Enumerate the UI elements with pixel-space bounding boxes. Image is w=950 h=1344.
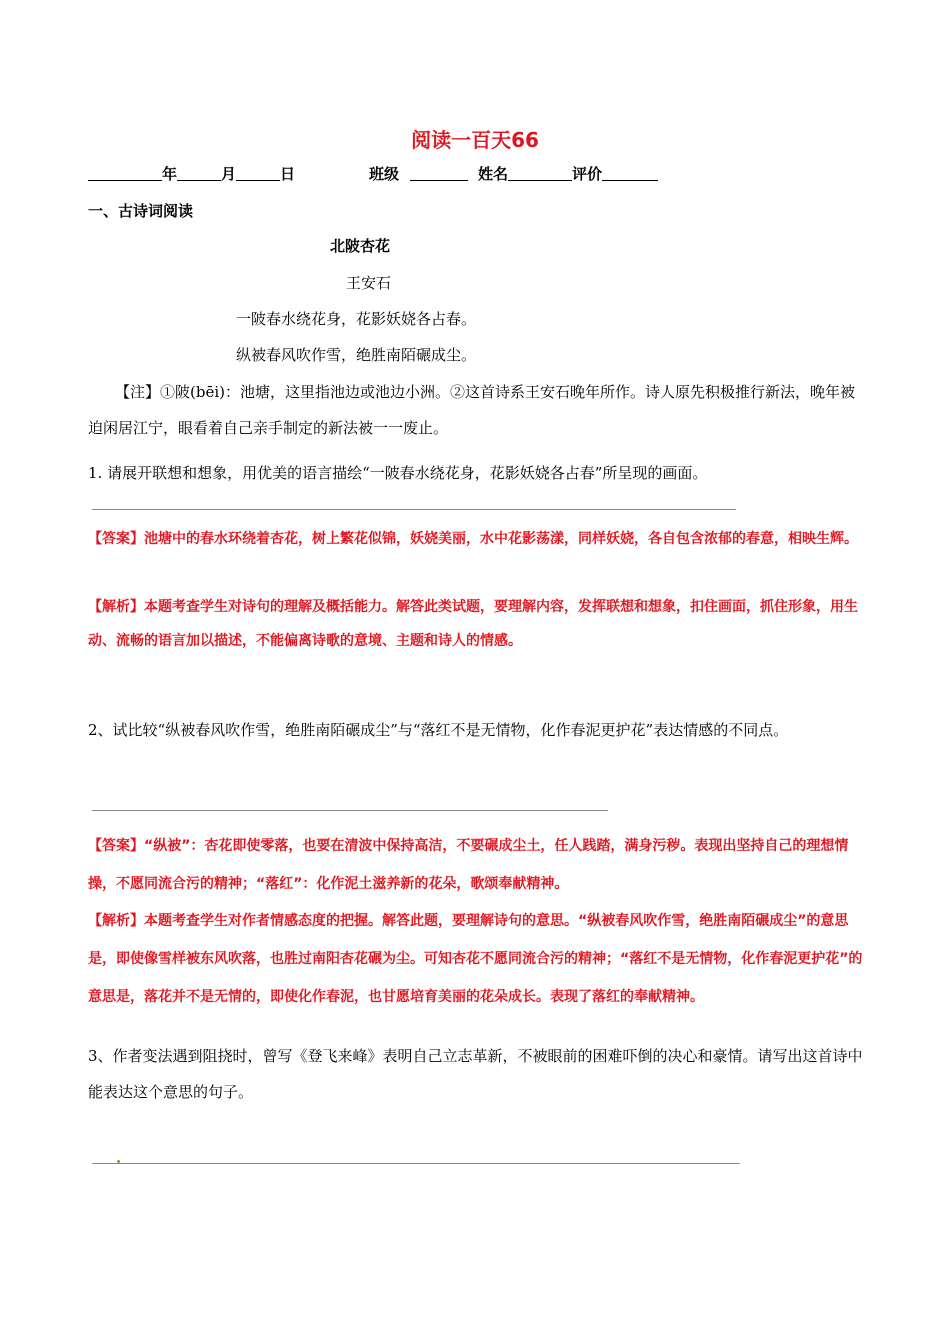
question-1: 1. 请展开联想和想象，用优美的语言描绘“一陂春水绕花身，花影妖娆各占春”所呈现的画面。 bbox=[88, 464, 708, 482]
answer-1: 【答案】池塘中的春水环绕着杏花，树上繁花似锦，妖娆美丽，水中花影荡漾，同样妖娆，各自包含浓郁的春意，相映生辉。 bbox=[88, 531, 858, 547]
answer-line-1[interactable] bbox=[92, 509, 736, 510]
section-heading: 一、古诗词阅读 bbox=[88, 202, 194, 220]
poem-note: 【注】①陂(bēi)：池塘，这里指池边或池边小洲。②这首诗系王安石晚年所作。诗人原先积极推行新法，晚年被迫闲居江宁，眼看着自己亲手制定的新法被一一废止。 bbox=[88, 383, 855, 437]
page-title: 阅读一百天66 bbox=[411, 128, 539, 152]
month-label: 月 bbox=[221, 165, 237, 183]
ink-dot bbox=[117, 1160, 120, 1163]
header-info-line bbox=[88, 163, 658, 184]
poem-title: 北陂杏花 bbox=[330, 237, 391, 255]
analysis-1: 【解析】本题考查学生对诗句的理解及概括能力。解答此类试题，要理解内容，发挥联想和想象，扣住画面，抓住形象，用生动、流畅的语言加以描述，不能偏离诗歌的意境、主题和诗人的情感。 bbox=[88, 599, 858, 649]
answer-line-3[interactable] bbox=[92, 1163, 740, 1164]
day-label: 日 bbox=[280, 165, 296, 183]
eval-label: 评价 bbox=[571, 165, 602, 183]
name-label: 姓名 bbox=[477, 165, 508, 183]
question-2: 2、试比较“纵被春风吹作雪，绝胜南陌碾成尘”与“落红不是无情物，化作春泥更护花”表达情感的不同点。 bbox=[88, 721, 789, 739]
poem-line-2: 纵被春风吹作雪，绝胜南陌碾成尘。 bbox=[236, 346, 477, 364]
class-label: 班级 bbox=[369, 165, 400, 183]
question-3: 3、作者变法遇到阻挠时，曾写《登飞来峰》表明自己立志革新，不被眼前的困难吓倒的决心和豪情。请写出这首诗中能表达这个意思的句子。 bbox=[88, 1047, 863, 1101]
class-blank[interactable] bbox=[410, 166, 468, 181]
answer-line-2[interactable] bbox=[92, 810, 608, 811]
year-label: 年 bbox=[162, 165, 178, 183]
day-blank[interactable] bbox=[236, 166, 280, 181]
poem-author: 王安石 bbox=[346, 274, 392, 292]
poem-line-1: 一陂春水绕花身，花影妖娆各占春。 bbox=[236, 310, 477, 328]
year-blank[interactable] bbox=[88, 166, 162, 181]
month-blank[interactable] bbox=[177, 166, 221, 181]
eval-blank[interactable] bbox=[602, 166, 658, 181]
answer-2: 【答案】“纵被”：杏花即使零落，也要在清波中保持高洁，不要碾成尘土，任人践踏，满身污秽。表现出坚持自己的理想情操，不愿同流合污的精神；“落红”：化作泥土滋养新的花朵，歌颂奉献精神。 bbox=[88, 838, 849, 892]
name-blank[interactable] bbox=[508, 166, 572, 181]
analysis-2: 【解析】本题考查学生对作者情感态度的把握。解答此题，要理解诗句的意思。“纵被春风吹作雪，绝胜南陌碾成尘”的意思是，即使像雪样被东风吹落，也胜过南阳杏花碾为尘。可知杏花不愿同流合污的精神；“落红不是无情物，化作春泥更护花”的意思是，落花并不是无情的，即使化作春泥，也甘愿培育美丽的花朵成长。表现了落红的奉献精神。 bbox=[88, 913, 863, 1005]
